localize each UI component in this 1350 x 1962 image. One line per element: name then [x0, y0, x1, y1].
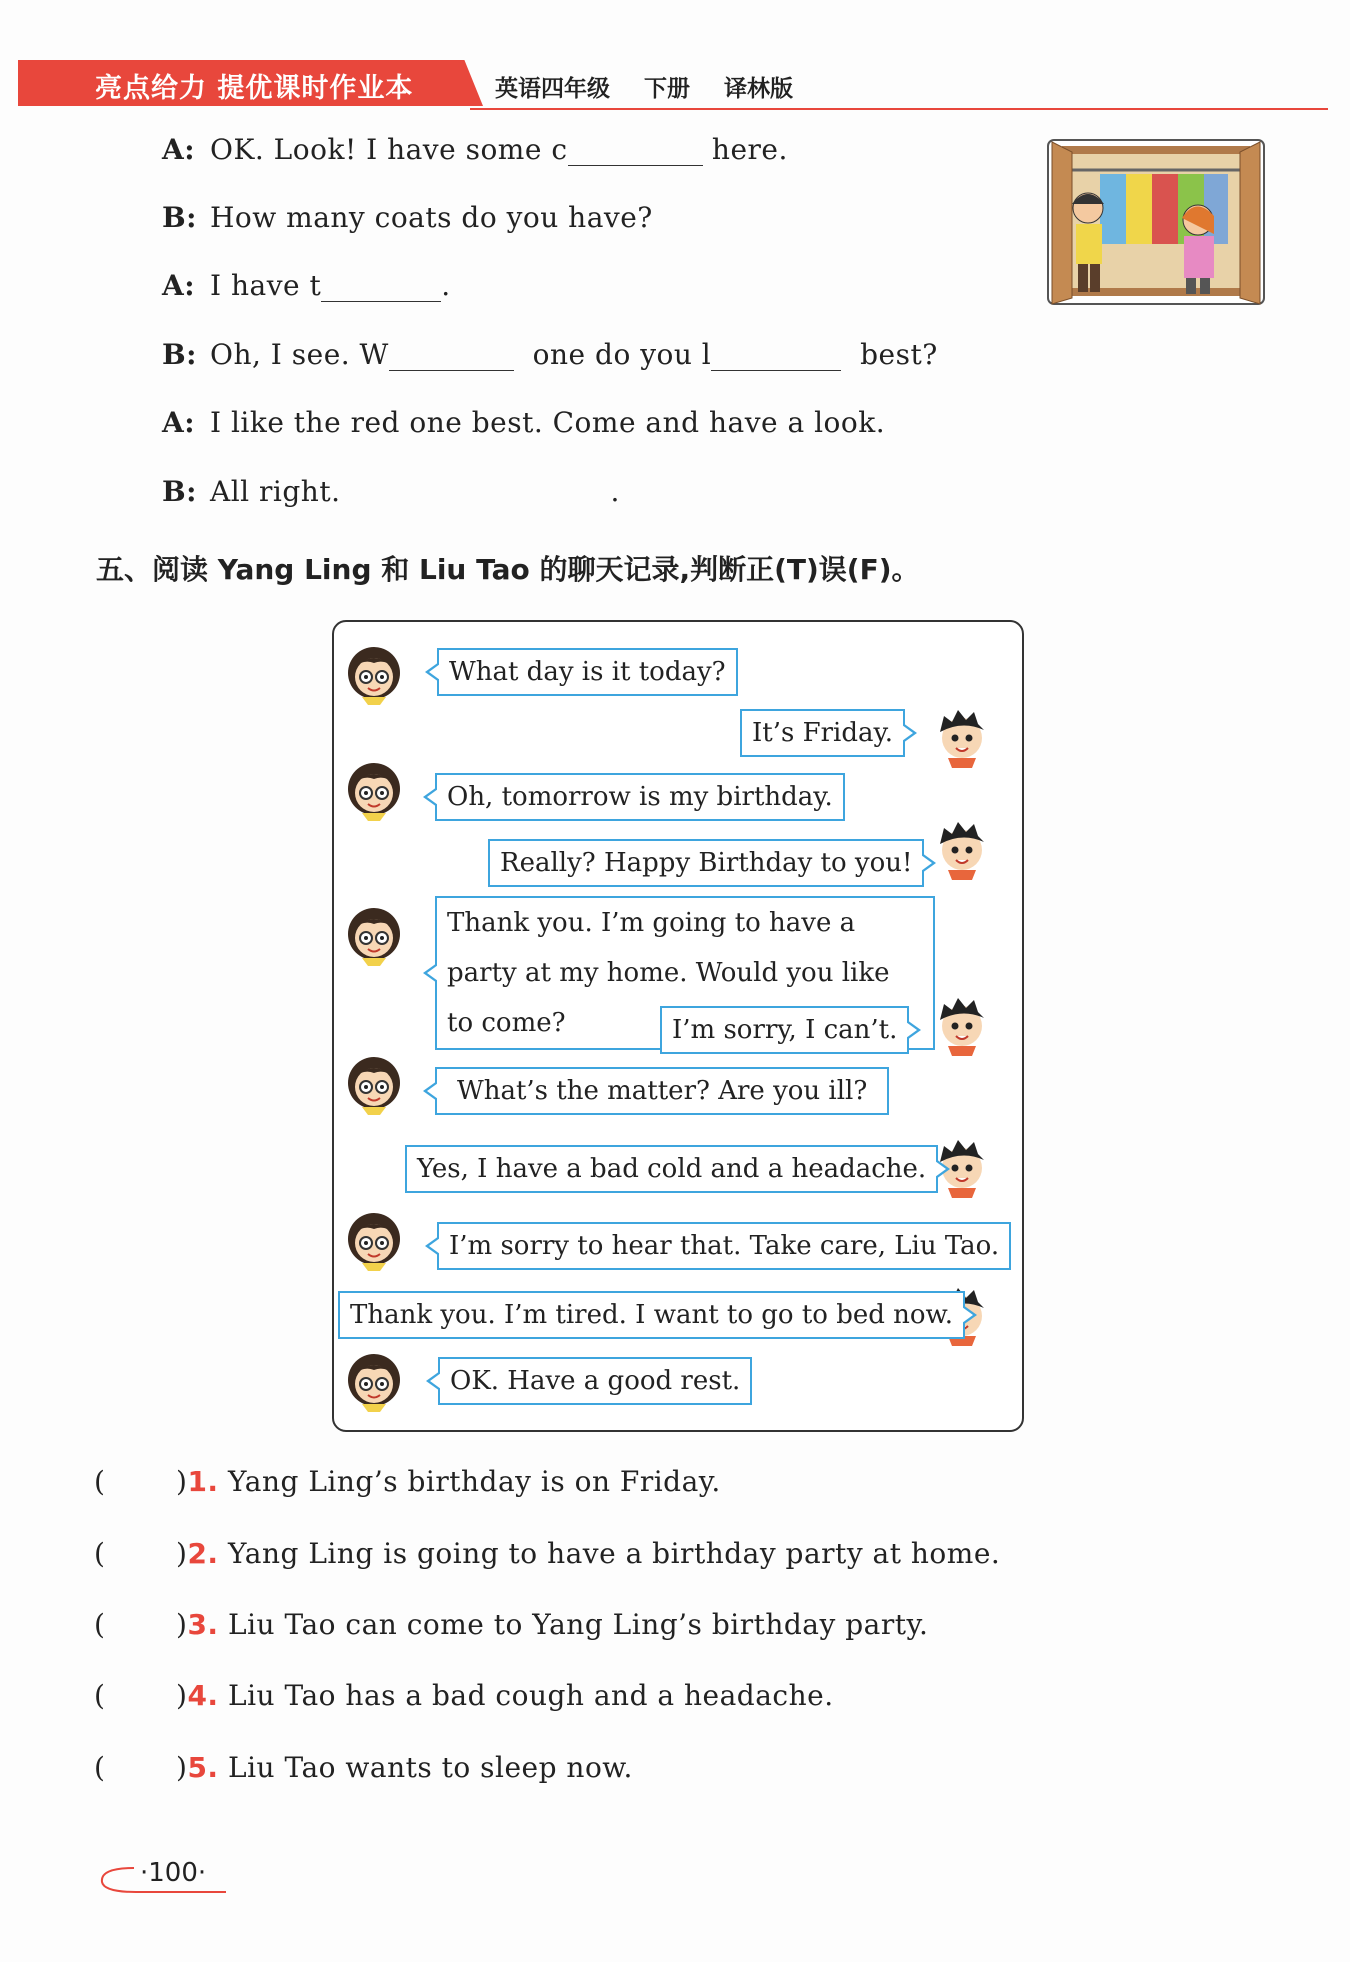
- yang-ling-avatar-icon: [340, 1344, 408, 1412]
- edition-label: 译林版: [724, 76, 794, 102]
- chat-bubble-yang-ling: I’m sorry to hear that. Take care, Liu Tao.: [437, 1222, 1011, 1270]
- tf-question-5: ( )5. Liu Tao wants to sleep now.: [94, 1751, 633, 1784]
- chat-bubble-yang-ling: OK. Have a good rest.: [438, 1357, 752, 1405]
- dialogue-line-6: B: All right. .: [162, 475, 620, 508]
- wardrobe-illustration: [1046, 138, 1266, 306]
- series-title: 亮点给力 提优课时作业本: [95, 73, 414, 104]
- subject-label: 英语四年级: [495, 76, 610, 102]
- chat-bubble-yang-ling: What’s the matter? Are you ill?: [435, 1067, 889, 1115]
- dialogue-line-5: A: I like the red one best. Come and have a look.: [162, 406, 886, 439]
- tf-question-2: ( )2. Yang Ling is going to have a birthday party at home.: [94, 1537, 1001, 1570]
- yang-ling-avatar-icon: [340, 753, 408, 821]
- answer-blank[interactable]: [389, 340, 514, 371]
- yang-ling-avatar-icon: [340, 1047, 408, 1115]
- chat-bubble-yang-ling: Thank you. I’m going to have a party at my home. Would you like to come?: [435, 896, 935, 1050]
- dialogue-line-3: A: I have t .: [162, 269, 451, 302]
- chat-bubble-yang-ling: What day is it today?: [437, 648, 738, 696]
- page-number: ·100·: [140, 1858, 207, 1888]
- answer-blank[interactable]: [321, 271, 441, 302]
- header-rule: [470, 108, 1328, 110]
- chat-bubble-liu-tao: I’m sorry, I can’t.: [660, 1006, 909, 1054]
- chat-bubble-liu-tao: Really? Happy Birthday to you!: [488, 839, 924, 887]
- tf-question-4: ( )4. Liu Tao has a bad cough and a headache.: [94, 1679, 834, 1712]
- dialogue-line-2: B: How many coats do you have?: [162, 201, 653, 234]
- answer-blank[interactable]: [711, 340, 841, 371]
- yang-ling-avatar-icon: [340, 898, 408, 966]
- yang-ling-avatar-icon: [340, 1203, 408, 1271]
- section-5-title: 五、阅读 Yang Ling 和 Liu Tao 的聊天记录,判断正(T)误(F)。: [96, 553, 920, 586]
- dialogue-line-4: B: Oh, I see. W one do you l best?: [162, 338, 938, 371]
- answer-blank[interactable]: [568, 135, 703, 166]
- liu-tao-avatar-icon: [928, 812, 996, 880]
- liu-tao-avatar-icon: [928, 988, 996, 1056]
- liu-tao-avatar-icon: [928, 700, 996, 768]
- tf-question-1: ( )1. Yang Ling’s birthday is on Friday.: [94, 1465, 721, 1498]
- dialogue-line-1: A: OK. Look! I have some c here.: [162, 133, 788, 166]
- book-info: [495, 70, 819, 103]
- chat-bubble-liu-tao: It’s Friday.: [740, 709, 905, 757]
- chat-bubble-liu-tao: Yes, I have a bad cold and a headache.: [405, 1145, 938, 1193]
- chat-bubble-liu-tao: Thank you. I’m tired. I want to go to bed now.: [338, 1291, 965, 1339]
- yang-ling-avatar-icon: [340, 637, 408, 705]
- chat-bubble-yang-ling: Oh, tomorrow is my birthday.: [435, 773, 845, 821]
- tf-question-3: ( )3. Liu Tao can come to Yang Ling’s birthday party.: [94, 1608, 929, 1641]
- volume-label: 下册: [644, 76, 691, 102]
